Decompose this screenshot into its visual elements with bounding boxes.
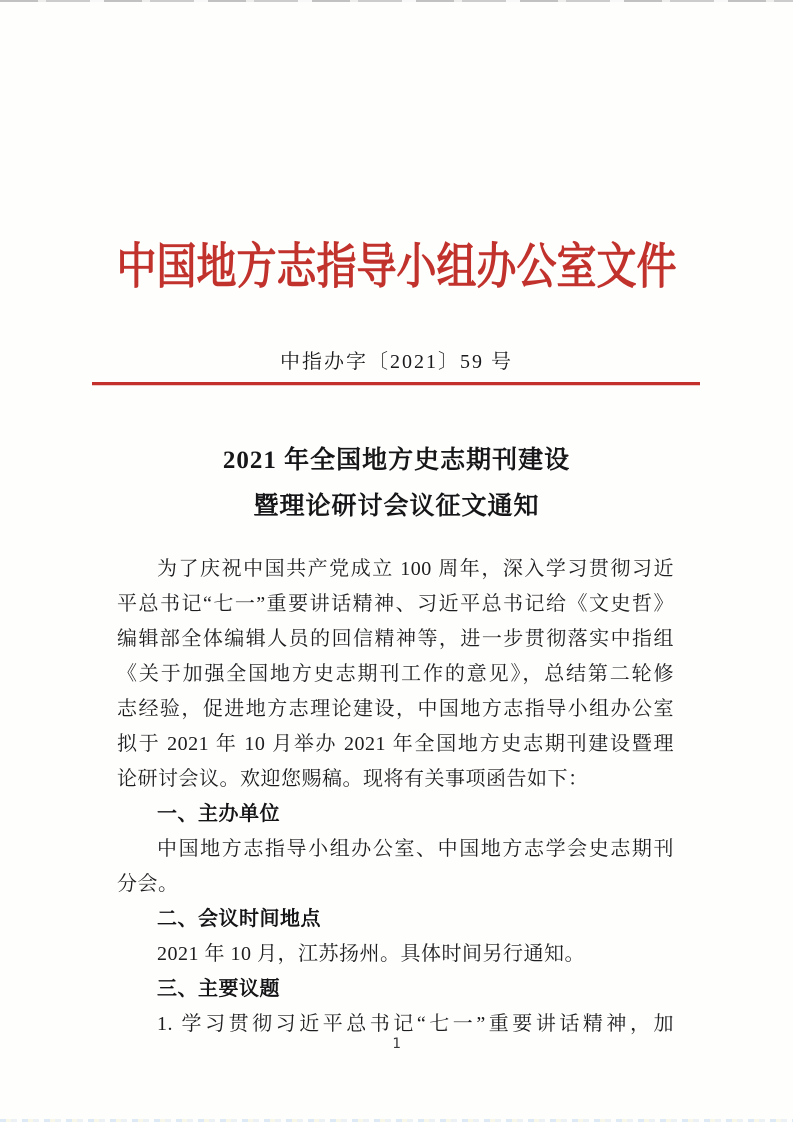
section-heading-1: 一、主办单位 [157, 803, 280, 825]
body-line: 论研讨会议。欢迎您赐稿。现将有关事项函告如下： [117, 768, 589, 790]
section-heading-2: 二、会议时间地点 [157, 908, 321, 930]
doc-title-line2: 暨理论研讨会议征文通知 [253, 493, 540, 520]
body-line: 分会。 [117, 873, 179, 895]
body-line: 编辑部全体编辑人员的回信精神等，进一步贯彻落实中指组 [117, 628, 674, 650]
body-line: 平总书记“七一”重要讲话精神、习近平总书记给《文史哲》 [117, 593, 674, 615]
body-line: 为了庆祝中国共产党成立 100 周年，深入学习贯彻习近 [157, 558, 674, 580]
section-heading-3: 三、主要议题 [157, 978, 280, 1000]
body-line: 拟于 2021 年 10 月举办 2021 年全国地方史志期刊建设暨理 [117, 733, 674, 755]
page-number: 1 [392, 1036, 401, 1052]
body-line: 《关于加强全国地方史志期刊工作的意见》，总结第二轮修 [117, 663, 674, 685]
red-separator-rule [92, 382, 700, 385]
org-title: 中国地方志指导小组办公室文件 [116, 238, 677, 294]
scan-artifact-top-edge [0, 0, 793, 2]
doc-title-line1: 2021 年全国地方史志期刊建设 [222, 447, 571, 474]
doc-title [0, 438, 793, 530]
body-line: 中国地方志指导小组办公室、中国地方志学会史志期刊 [157, 838, 674, 860]
doc-number: 中指办字〔2021〕59 号 [280, 351, 513, 373]
body-line: 1. 学习贯彻习近平总书记“七一”重要讲话精神，加 [157, 1013, 674, 1035]
body-line: 2021 年 10 月，江苏扬州。具体时间另行通知。 [157, 943, 585, 965]
body-line: 志经验，促进地方志理论建设，中国地方志指导小组办公室 [117, 698, 674, 720]
document-body [117, 552, 674, 1042]
